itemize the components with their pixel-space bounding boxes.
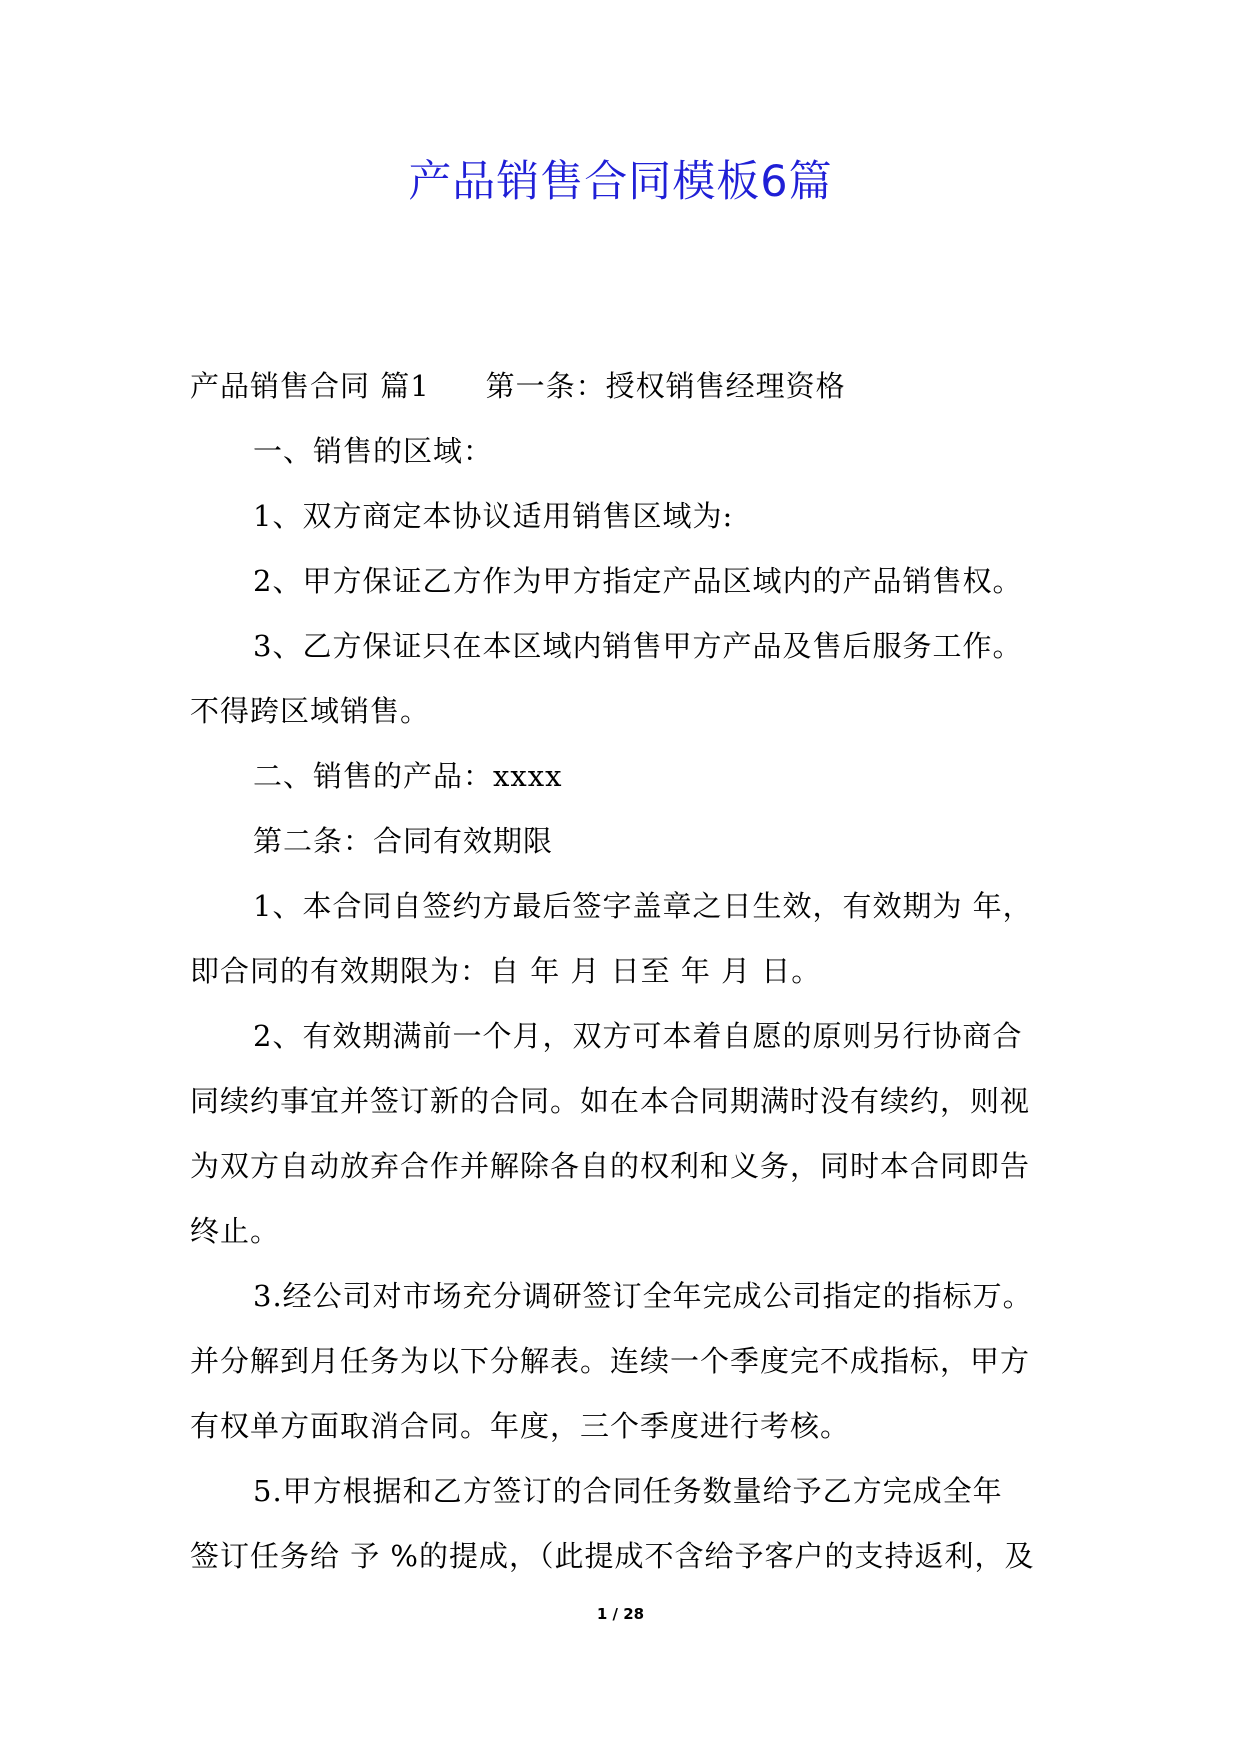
paragraph-line: 即合同的有效期限为：自 年 月 日至 年 月 日。 bbox=[190, 954, 822, 988]
document-title: 产品销售合同模板6篇 bbox=[408, 157, 833, 207]
section-label: 产品销售合同 篇1 bbox=[190, 369, 430, 403]
paragraph-line: 为双方自动放弃合作并解除各自的权利和义务，同时本合同即告 bbox=[190, 1149, 1031, 1183]
first-article-heading: 第一条：授权销售经理资格 bbox=[485, 369, 846, 403]
paragraph-line: 1、本合同自签约方最后签字盖章之日生效，有效期为 年， bbox=[253, 889, 1033, 923]
paragraph-line: 5.甲方根据和乙方签订的合同任务数量给予乙方完成全年 bbox=[253, 1474, 1003, 1508]
document-body bbox=[190, 354, 1060, 1589]
paragraph-line: 第二条：合同有效期限 bbox=[253, 824, 554, 858]
section-heading-line bbox=[190, 354, 1060, 419]
paragraph-line: 3.经公司对市场充分调研签订全年完成公司指定的指标万。 bbox=[253, 1279, 1033, 1313]
paragraph-line: 不得跨区域销售。 bbox=[190, 694, 431, 728]
paragraph-line: 二、销售的产品：xxxx bbox=[253, 759, 563, 793]
paragraph-line: 2、甲方保证乙方作为甲方指定产品区域内的产品销售权。 bbox=[253, 564, 1023, 598]
paragraph-line: 同续约事宜并签订新的合同。如在本合同期满时没有续约，则视 bbox=[190, 1084, 1031, 1118]
page-number: 1 / 28 bbox=[596, 1605, 645, 1623]
paragraph-line: 1、双方商定本协议适用销售区域为: bbox=[253, 499, 734, 533]
paragraph-line: 终止。 bbox=[190, 1214, 281, 1248]
paragraph-line: 2、有效期满前一个月，双方可本着自愿的原则另行协商合 bbox=[253, 1019, 1023, 1053]
paragraph-line: 有权单方面取消合同。年度，三个季度进行考核。 bbox=[190, 1409, 851, 1443]
paragraph-line: 并分解到月任务为以下分解表。连续一个季度完不成指标，甲方 bbox=[190, 1344, 1031, 1378]
paragraph-line: 签订任务给 予 %的提成，（此提成不含给予客户的支持返利，及 bbox=[190, 1539, 1035, 1573]
paragraph-line: 一、销售的区域： bbox=[253, 434, 494, 468]
paragraph-line: 3、乙方保证只在本区域内销售甲方产品及售后服务工作。 bbox=[253, 629, 1023, 663]
